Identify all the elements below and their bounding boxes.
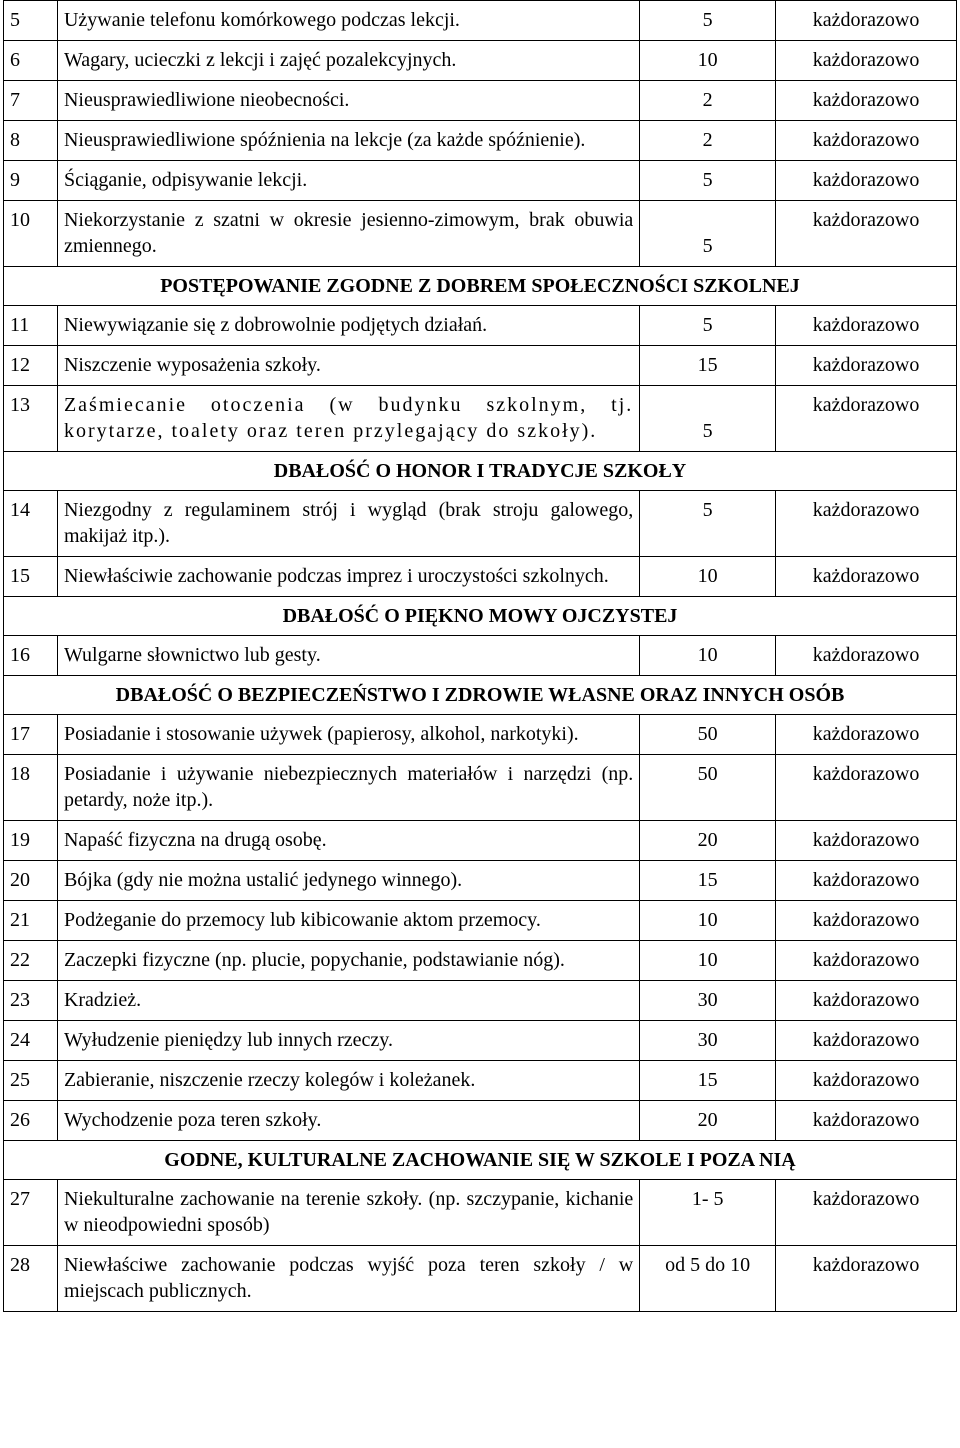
penalty-points: 5 (640, 161, 776, 201)
offense-description: Nieusprawiedliwione nieobecności. (57, 81, 639, 121)
table-row (4, 1061, 957, 1101)
row-number: 26 (4, 1101, 58, 1141)
behavior-points-table (3, 0, 957, 1312)
table-row (4, 121, 957, 161)
section-title: DBAŁOŚĆ O BEZPIECZEŃSTWO I ZDROWIE WŁASNE ORAZ INNYCH OSÓB (4, 676, 957, 715)
offense-description: Niekulturalne zachowanie na terenie szkoły. (np. szczypanie, kichanie w nieodpowiedni sposób) (57, 1180, 639, 1246)
frequency: każdorazowo (776, 981, 957, 1021)
penalty-points: 15 (640, 346, 776, 386)
offense-description: Niewłaściwe zachowanie podczas wyjść poza teren szkoły / w miejscach publicznych. (57, 1246, 639, 1312)
offense-description: Wulgarne słownictwo lub gesty. (57, 636, 639, 676)
penalty-points: 5 (640, 386, 776, 452)
section-title: DBAŁOŚĆ O HONOR I TRADYCJE SZKOŁY (4, 452, 957, 491)
row-number: 27 (4, 1180, 58, 1246)
frequency: każdorazowo (776, 346, 957, 386)
frequency: każdorazowo (776, 1, 957, 41)
section-header-row (4, 676, 957, 715)
section-title: GODNE, KULTURALNE ZACHOWANIE SIĘ W SZKOLE I POZA NIĄ (4, 1141, 957, 1180)
penalty-points: 5 (640, 201, 776, 267)
penalty-points: 20 (640, 821, 776, 861)
frequency: każdorazowo (776, 636, 957, 676)
section-header-row (4, 1141, 957, 1180)
row-number: 9 (4, 161, 58, 201)
frequency: każdorazowo (776, 715, 957, 755)
frequency: każdorazowo (776, 1021, 957, 1061)
row-number: 16 (4, 636, 58, 676)
table-row (4, 41, 957, 81)
penalty-points: 10 (640, 901, 776, 941)
row-number: 25 (4, 1061, 58, 1101)
table-body (4, 1, 957, 1312)
frequency: każdorazowo (776, 81, 957, 121)
row-number: 8 (4, 121, 58, 161)
section-header-row (4, 597, 957, 636)
penalty-points: 2 (640, 81, 776, 121)
frequency: każdorazowo (776, 941, 957, 981)
penalty-points: 1- 5 (640, 1180, 776, 1246)
penalty-points: 2 (640, 121, 776, 161)
penalty-points: 30 (640, 981, 776, 1021)
offense-description: Podżeganie do przemocy lub kibicowanie aktom przemocy. (57, 901, 639, 941)
offense-description: Niezgodny z regulaminem strój i wygląd (brak stroju galowego, makijaż itp.). (57, 491, 639, 557)
table-row (4, 161, 957, 201)
row-number: 21 (4, 901, 58, 941)
table-row (4, 1, 957, 41)
table-row (4, 636, 957, 676)
table-row (4, 715, 957, 755)
table-row (4, 981, 957, 1021)
row-number: 5 (4, 1, 58, 41)
penalty-points: od 5 do 10 (640, 1246, 776, 1312)
section-title: DBAŁOŚĆ O PIĘKNO MOWY OJCZYSTEJ (4, 597, 957, 636)
frequency: każdorazowo (776, 821, 957, 861)
frequency: każdorazowo (776, 755, 957, 821)
frequency: każdorazowo (776, 1246, 957, 1312)
row-number: 6 (4, 41, 58, 81)
penalty-points: 30 (640, 1021, 776, 1061)
section-title: POSTĘPOWANIE ZGODNE Z DOBREM SPOŁECZNOŚCI SZKOLNEJ (4, 267, 957, 306)
offense-description: Wyłudzenie pieniędzy lub innych rzeczy. (57, 1021, 639, 1061)
frequency: każdorazowo (776, 861, 957, 901)
penalty-points: 5 (640, 306, 776, 346)
offense-description: Niewywiązanie się z dobrowolnie podjętych działań. (57, 306, 639, 346)
frequency: każdorazowo (776, 306, 957, 346)
frequency: każdorazowo (776, 41, 957, 81)
row-number: 7 (4, 81, 58, 121)
table-row (4, 1101, 957, 1141)
offense-description: Wychodzenie poza teren szkoły. (57, 1101, 639, 1141)
row-number: 18 (4, 755, 58, 821)
table-row (4, 861, 957, 901)
row-number: 23 (4, 981, 58, 1021)
table-row (4, 1021, 957, 1061)
offense-description: Zaczepki fizyczne (np. plucie, popychanie, podstawianie nóg). (57, 941, 639, 981)
penalty-points: 10 (640, 941, 776, 981)
penalty-points: 10 (640, 41, 776, 81)
row-number: 11 (4, 306, 58, 346)
offense-description: Zabieranie, niszczenie rzeczy kolegów i koleżanek. (57, 1061, 639, 1101)
table-row (4, 557, 957, 597)
frequency: każdorazowo (776, 1101, 957, 1141)
offense-description: Napaść fizyczna na drugą osobę. (57, 821, 639, 861)
offense-description: Nieusprawiedliwione spóźnienia na lekcje (za każde spóźnienie). (57, 121, 639, 161)
row-number: 20 (4, 861, 58, 901)
offense-description: Wagary, ucieczki z lekcji i zajęć pozalekcyjnych. (57, 41, 639, 81)
table-row (4, 346, 957, 386)
table-row (4, 491, 957, 557)
offense-description: Niekorzystanie z szatni w okresie jesienno-zimowym, brak obuwia zmiennego. (57, 201, 639, 267)
table-row (4, 81, 957, 121)
row-number: 12 (4, 346, 58, 386)
section-header-row (4, 267, 957, 306)
row-number: 22 (4, 941, 58, 981)
penalty-points: 10 (640, 557, 776, 597)
table-row (4, 386, 957, 452)
offense-description: Zaśmiecanie otoczenia (w budynku szkolnym, tj. korytarze, toalety oraz teren przylegający do szkoły). (57, 386, 639, 452)
frequency: każdorazowo (776, 557, 957, 597)
penalty-points: 20 (640, 1101, 776, 1141)
row-number: 14 (4, 491, 58, 557)
offense-description: Niewłaściwie zachowanie podczas imprez i uroczystości szkolnych. (57, 557, 639, 597)
frequency: każdorazowo (776, 201, 957, 267)
penalty-points: 15 (640, 1061, 776, 1101)
row-number: 17 (4, 715, 58, 755)
row-number: 24 (4, 1021, 58, 1061)
frequency: każdorazowo (776, 901, 957, 941)
frequency: każdorazowo (776, 491, 957, 557)
offense-description: Używanie telefonu komórkowego podczas lekcji. (57, 1, 639, 41)
penalty-points: 5 (640, 1, 776, 41)
table-row (4, 201, 957, 267)
penalty-points: 50 (640, 715, 776, 755)
row-number: 19 (4, 821, 58, 861)
table-row (4, 1180, 957, 1246)
offense-description: Ściąganie, odpisywanie lekcji. (57, 161, 639, 201)
offense-description: Niszczenie wyposażenia szkoły. (57, 346, 639, 386)
penalty-points: 50 (640, 755, 776, 821)
table-row (4, 1246, 957, 1312)
penalty-points: 10 (640, 636, 776, 676)
frequency: każdorazowo (776, 386, 957, 452)
section-header-row (4, 452, 957, 491)
row-number: 28 (4, 1246, 58, 1312)
offense-description: Posiadanie i używanie niebezpiecznych materiałów i narzędzi (np. petardy, noże itp.). (57, 755, 639, 821)
table-row (4, 941, 957, 981)
offense-description: Bójka (gdy nie można ustalić jedynego winnego). (57, 861, 639, 901)
penalty-points: 5 (640, 491, 776, 557)
row-number: 10 (4, 201, 58, 267)
row-number: 15 (4, 557, 58, 597)
penalty-points: 15 (640, 861, 776, 901)
frequency: każdorazowo (776, 1180, 957, 1246)
frequency: każdorazowo (776, 121, 957, 161)
offense-description: Posiadanie i stosowanie używek (papierosy, alkohol, narkotyki). (57, 715, 639, 755)
frequency: każdorazowo (776, 1061, 957, 1101)
table-row (4, 306, 957, 346)
offense-description: Kradzież. (57, 981, 639, 1021)
table-row (4, 901, 957, 941)
table-row (4, 755, 957, 821)
table-row (4, 821, 957, 861)
frequency: każdorazowo (776, 161, 957, 201)
row-number: 13 (4, 386, 58, 452)
